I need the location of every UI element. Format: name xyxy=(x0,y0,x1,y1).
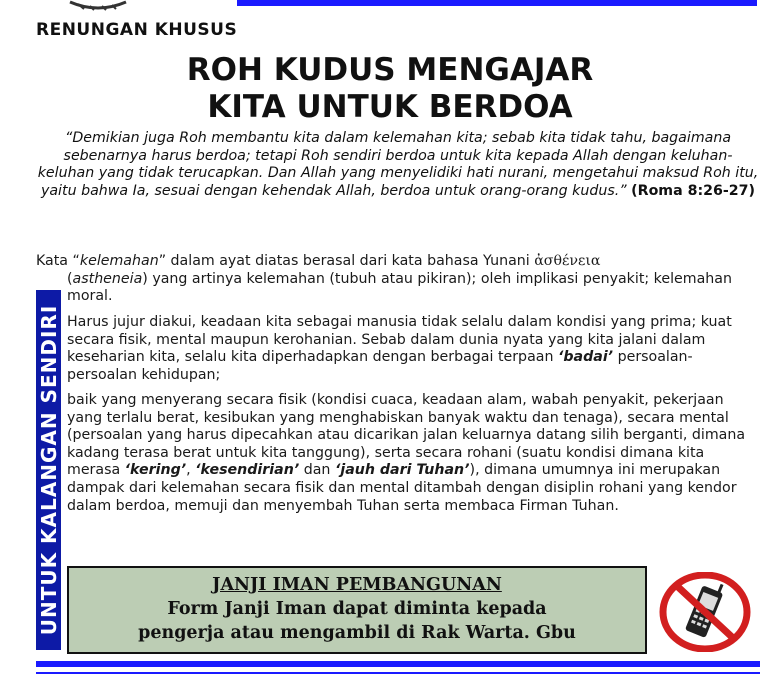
notice-box xyxy=(67,566,647,654)
p1-greek-word: ἀσθένεια xyxy=(534,253,601,269)
p3-text-e: dan xyxy=(299,462,335,479)
p2-text-c: persoalan-persoalan kehidupan; xyxy=(67,349,693,383)
p1-text-a: Kata “ xyxy=(36,253,80,269)
paragraph-3 xyxy=(67,392,760,515)
bottom-divider-line xyxy=(36,672,760,674)
p1-text-f: ) yang artinya kelemahan (tubuh atau pikiran); oleh implikasi penyakit; kelemahan moral. xyxy=(67,270,732,305)
sidebar-label: UNTUK KALANGAN SENDIRI xyxy=(37,304,61,636)
p2-text-a: Harus jujur diakui, keadaan kita sebagai manusia tidak selalu dalam kondisi yang prima; kuat secara fisik, mental maupun kerohanian. Sebab dalam dunia nyata yang kita jalani dalam keseharian kita, selalu kita diperhadapkan dengan berbagai terpaan xyxy=(67,314,732,366)
p1-text-d: ( xyxy=(67,270,73,287)
paragraph-1 xyxy=(36,253,760,306)
p1-text-c: ” dalam ayat diatas berasal dari kata bahasa Yunani xyxy=(158,253,535,269)
page-title-line-2: KITA UNTUK BERDOA xyxy=(207,89,573,125)
notice-title: JANJI IMAN PEMBANGUNAN xyxy=(212,575,502,595)
bottom-divider-bar xyxy=(36,661,760,667)
p3-emph-kesendirian: ‘kesendirian’ xyxy=(195,462,300,479)
notice-line-2: pengerja atau mengambil di Rak Warta. Gbu xyxy=(138,623,576,643)
p1-indented xyxy=(36,271,760,306)
top-divider-bar xyxy=(237,0,757,6)
p2-emph-badai: ‘badai’ xyxy=(557,349,614,366)
p3-text-g: ), dimana umumnya ini merupakan dampak dari kelemahan secara fisik dan mental ditambah dengan disiplin rohani yang kendor dalam berdoa, memuji dan menyembah Tuhan serta membaca Firman Tuhan. xyxy=(67,462,737,514)
logo-fragment xyxy=(66,0,130,12)
scripture-text: “Demikian juga Roh membantu kita dalam kelemahan kita; sebab kita tidak tahu, bagaimana sebenarnya harus berdoa; tetapi Roh sendiri berdoa untuk kita kepada Allah dengan keluhan-keluhan yang tidak terucapkan. Dan Allah yang menyelidiki hati nurani, mengetahui maksud Roh itu, yaitu bahwa Ia, sesuai dengan kehendak Allah, berdoa untuk orang-orang kudus.” xyxy=(37,130,759,199)
p1-emph-astheneia: astheneia xyxy=(72,270,143,287)
p3-emph-jauh: ‘jauh dari Tuhan’ xyxy=(334,462,470,479)
scripture-reference: (Roma 8:26-27) xyxy=(631,182,756,199)
no-phone-icon xyxy=(659,572,751,652)
p1-emph-kelemahan: kelemahan xyxy=(79,253,159,269)
page-title-line-1: ROH KUDUS MENGAJAR xyxy=(186,52,594,88)
section-label: RENUNGAN KHUSUS xyxy=(36,20,238,40)
p3-text-c: , xyxy=(186,462,196,479)
notice-line-1: Form Janji Iman dapat diminta kepada xyxy=(167,599,547,619)
paragraph-2 xyxy=(67,314,760,384)
p3-text-a: baik yang menyerang secara fisik (kondisi cuaca, keadaan alam, wabah penyakit, pekerjaan yang terlalu berat, kesibukan yang menghabiskan banyak waktu dan tenaga), secara mental (persoalan yang harus dipecahkan atau dicarikan jalan keluarnya datang silih berganti, dimana kadang terasa berat untuk kita tanggung), serta secara rohani (suatu kondisi dimana kita merasa xyxy=(67,392,746,479)
p3-emph-kering: ‘kering’ xyxy=(124,462,187,479)
scripture-quote xyxy=(36,130,760,200)
